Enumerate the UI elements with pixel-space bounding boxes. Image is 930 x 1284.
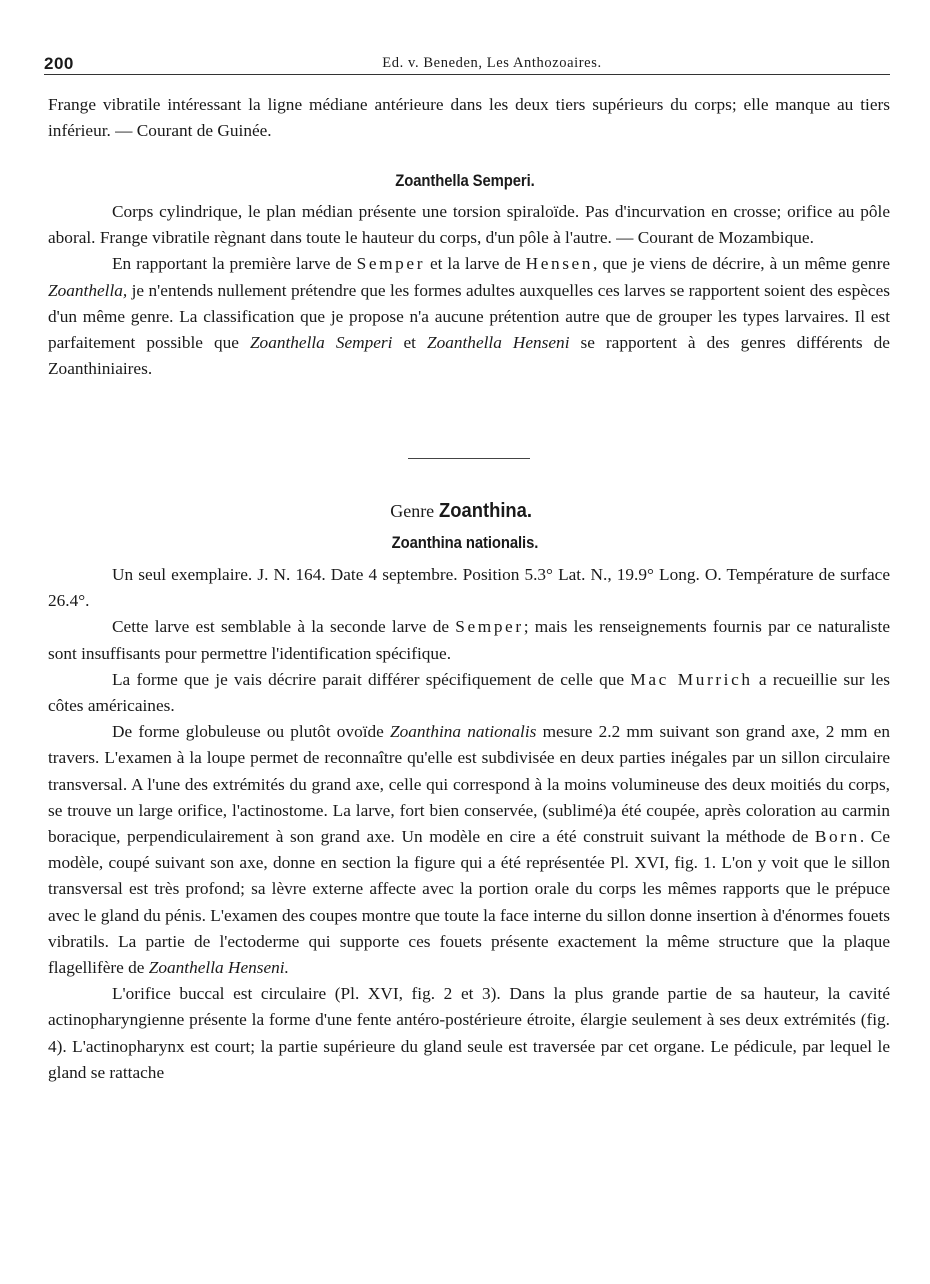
nationalis-paragraph-2 (48, 614, 890, 666)
taxon-name: Zoanthella Henseni. (148, 958, 289, 978)
section-title-zoanthella-semperi: Zoanthella Semperi. (395, 172, 535, 190)
nationalis-paragraph-1: Un seul exemplaire. J. N. 164. Date 4 septembre. Position 5.3° Lat. N., 19.9° Long. O. Température de surface 26.4°. (48, 565, 890, 611)
genre-prefix: Genre (390, 501, 439, 521)
text-run: De forme globuleuse ou plutôt ovoïde (112, 722, 391, 742)
nationalis-paragraph-4 (48, 719, 890, 981)
text-run: La forme que je vais décrire parait différer spécifiquement de celle que (112, 669, 631, 689)
running-title: Ed. v. Beneden, Les Anthozoaires. (382, 55, 602, 71)
nationalis-paragraph-5: L'orifice buccal est circulaire (Pl. XVI, fig. 2 et 3). Dans la plus grande partie de sa hauteur, la cavité actinopharyngienne présente la forme d'une fente antéro-postérieure étroite, élargie seulement à ses deux extrémités (fig. 4). L'actinopharynx est court; la partie supérieure du gland seule est traversée par cet organe. Le pédicule, par lequel le gland se rattache (48, 984, 890, 1082)
continuation-text: Frange vibratile intéressant la ligne médiane antérieure dans les deux tiers supérieurs du corps; elle manque au tiers inférieur. — Courant de Guinée. (48, 95, 890, 141)
section-title-zoanthina-nationalis: Zoanthina nationalis. (391, 534, 539, 552)
text-run: ; mais les renseignements fournis par ce naturaliste sont insuffisants pour permettre l'identification spécifique. (48, 617, 891, 663)
semperi-body (48, 199, 890, 382)
section-separator (408, 458, 530, 459)
semperi-paragraph-1: Corps cylindrique, le plan médian présente une torsion spiraloïde. Pas d'incurvation en crosse; orifice au pôle aboral. Frange vibratile règnant dans toute le hauteur du corps, d'un pôle à l'autre. — Courant de Mozambique. (48, 202, 890, 248)
taxon-name: Zoanthella, (48, 280, 128, 300)
nationalis-paragraph-3 (48, 667, 890, 719)
running-header (44, 52, 890, 75)
author-name-born: Born (814, 827, 860, 847)
continuation-paragraph (48, 92, 890, 144)
semperi-paragraph-2 (48, 251, 890, 382)
text-run: et la larve de (425, 254, 526, 274)
genre-heading (0, 500, 930, 523)
text-run: En rapportant la première larve de (112, 254, 357, 274)
taxon-name: Zoanthella Semperi (249, 333, 393, 353)
text-run: et (392, 333, 427, 353)
taxon-name: Zoanthina nationalis (390, 722, 537, 742)
author-name-mac-murrich: Mac Murrich (630, 669, 753, 689)
text-run: mesure 2.2 mm suivant son grand axe, 2 mm en travers. L'examen à la loupe permet de reconnaître qu'elle est subdivisée en deux parties inégales par un sillon circulaire transversal. A l'une des extrémités du grand axe, celle qui correspond à la moins volumineuse des deux moitiés du corps, se trouve un large orifice, l'actinostome. La larve, fort bien conservée, (sublimé)a été coupée, après coloration au carmin boracique, perpendiculairement à son grand axe. Un modèle en cire a été construit suivant la méthode de (48, 722, 890, 847)
taxon-name: Zoanthella Henseni (426, 333, 570, 353)
text-run: . Ce modèle, coupé suivant son axe, donne en section la figure qui a été représentée Pl. XVI, fig. 1. L'on y voit que le sillon transversal est très profond; sa lèvre externe affecte avec la portion orale du corps les mêmes rapports que le prépuce avec le gland du pénis. L'examen des coupes montre que toute la face interne du sillon donne insertion à d'énormes fouets vibratils. La partie de l'ectoderme qui supporte ces fouets présente exactement la même structure que la plaque flagellifère de (48, 827, 890, 978)
nationalis-body (48, 562, 890, 1086)
genre-name: Zoanthina. (438, 500, 532, 522)
author-name-semper: Semper (356, 254, 426, 274)
author-name-hensen: Hensen (525, 254, 594, 274)
author-name-semper: Semper (455, 617, 524, 637)
text-run: je n'entends nullement prétendre que les formes adultes auxquelles ces larves se rapportent soient des espèces d'un même genre. La classification que je propose n'a aucune prétention autre que de grouper les types larvaires. Il est parfaitement possible que (48, 280, 890, 353)
text-run: se rapportent à des genres différents de Zoanthiniaires. (48, 333, 890, 379)
text-run: , que je viens de décrire, à un même genre (593, 254, 890, 274)
text-run: Cette larve est semblable à la seconde larve de (112, 617, 456, 637)
page-number: 200 (44, 54, 74, 73)
text-run: a recueillie sur les côtes américaines. (48, 669, 890, 716)
